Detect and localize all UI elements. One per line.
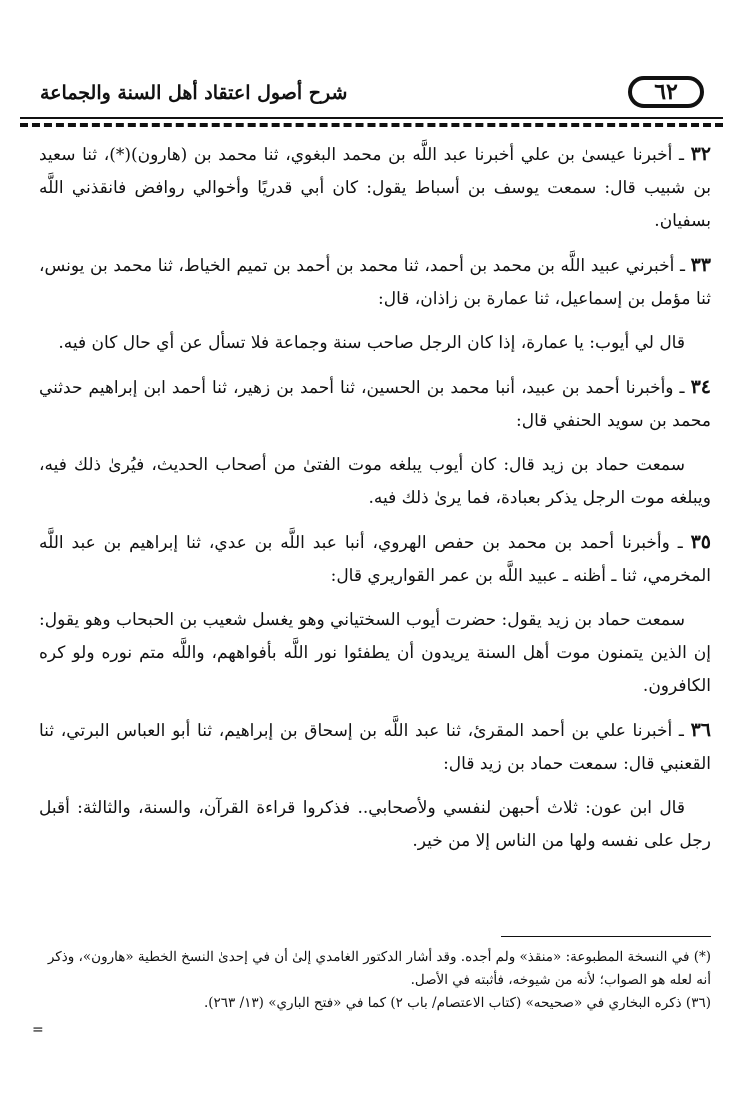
footnote-separator: [501, 936, 711, 937]
entry-text: ـ أخبرني عبيد اللَّه بن محمد بن أحمد، ثنا محمد بن أحمد بن تميم الخياط، ثنا محمد بن يونس، ثنا مؤمل بن إسماعيل، ثنا عمارة بن زاذان، قال:: [39, 256, 711, 309]
header-dashed-rule: [20, 123, 723, 127]
footnote: (*) في النسخة المطبوعة: «منقذ» ولم أجده. وقد أشار الدكتور الغامدي إلىٰ أن في إحدىٰ النسخ الخطية «هارون»، وذكر أنه لعله هو الصواب؛ لأنه من شيوخه، فأثبته في الأصل.: [47, 949, 711, 988]
page-header: [40, 70, 712, 114]
entry-text: ـ وأخبرنا أحمد بن عبيد، أنبا محمد بن الحسين، ثنا أحمد بن زهير، ثنا أحمد ابن إبراهيم حدثني محمد بن سويد الحنفي قال:: [39, 378, 711, 431]
entry-number: ٣٥: [690, 531, 711, 553]
entry-36: [39, 714, 711, 781]
entry-number: ٣٤: [690, 376, 712, 398]
entry-33: [39, 249, 711, 316]
entry-number: ٣٦: [690, 719, 712, 741]
entry-number: ٣٣: [690, 254, 711, 276]
page-number: [628, 76, 704, 108]
entry-text: ـ أخبرنا عيسىٰ بن علي أخبرنا عبد اللَّه بن محمد البغوي، ثنا محمد بن (هارون)(*)، ثنا سعيد بن شبيب قال: سمعت يوسف بن أسباط يقول: كان أبي قدريًا وأخوالي روافض فانقذني اللَّه بسفيان.: [39, 145, 711, 231]
header-rule: [20, 117, 723, 119]
entry-quote: سمعت حماد بن زيد يقول: حضرت أيوب السختياني وهو يغسل شعيب بن الحبحاب وهو يقول: إن الذين يتمنون موت أهل السنة يريدون أن يطفئوا نور اللَّه بأفواههم، واللَّه متم نوره ولو كره الكافرون.: [39, 610, 711, 696]
entry-32: [39, 138, 711, 238]
book-title: شرح أصول اعتقاد أهل السنة والجماعة: [40, 82, 348, 104]
entry-35: [39, 526, 711, 593]
entry-quote: قال ابن عون: ثلاث أحبهن لنفسي ولأصحابي.. فذكروا قراءة القرآن، والسنة، والثالثة: أقبل رجل على نفسه ولها من الناس إلا من خير.: [39, 798, 711, 851]
entry-quote: سمعت حماد بن زيد قال: كان أيوب يبلغه موت الفتىٰ من أصحاب الحديث، فيُرىٰ ذلك فيه، ويبلغه موت الرجل يذكر بعبادة، فما يرىٰ ذلك فيه.: [39, 455, 711, 508]
entry-text: ـ أخبرنا علي بن أحمد المقرئ، ثنا عبد اللَّه بن إسحاق بن إبراهيم، ثنا أبو العباس البرتي، ثنا القعنبي قال: سمعت حماد بن زيد قال:: [39, 721, 711, 774]
entry-34: [39, 371, 711, 438]
footnote: (٣٦) ذكره البخاري في «صحيحه» (كتاب الاعتصام/ باب ٢) كما في «فتح الباري» (١٣/ ٢٦٣).: [203, 995, 711, 1011]
margin-mark: =: [32, 1022, 44, 1038]
entry-number: ٣٢: [690, 143, 711, 165]
entry-text: ـ وأخبرنا أحمد بن محمد بن حفص الهروي، أنبا عبد اللَّه بن عدي، ثنا إبراهيم بن عبد اللَّه المخرمي، ثنا ـ أظنه ـ عبيد اللَّه بن عمر القواريري قال:: [39, 533, 711, 586]
page-number-text: ٦٢: [654, 79, 678, 105]
main-text: [39, 138, 711, 869]
footnotes: [39, 946, 711, 1015]
entry-quote: قال لي أيوب: يا عمارة، إذا كان الرجل صاحب سنة وجماعة فلا تسأل عن أي حال كان فيه.: [58, 333, 685, 353]
